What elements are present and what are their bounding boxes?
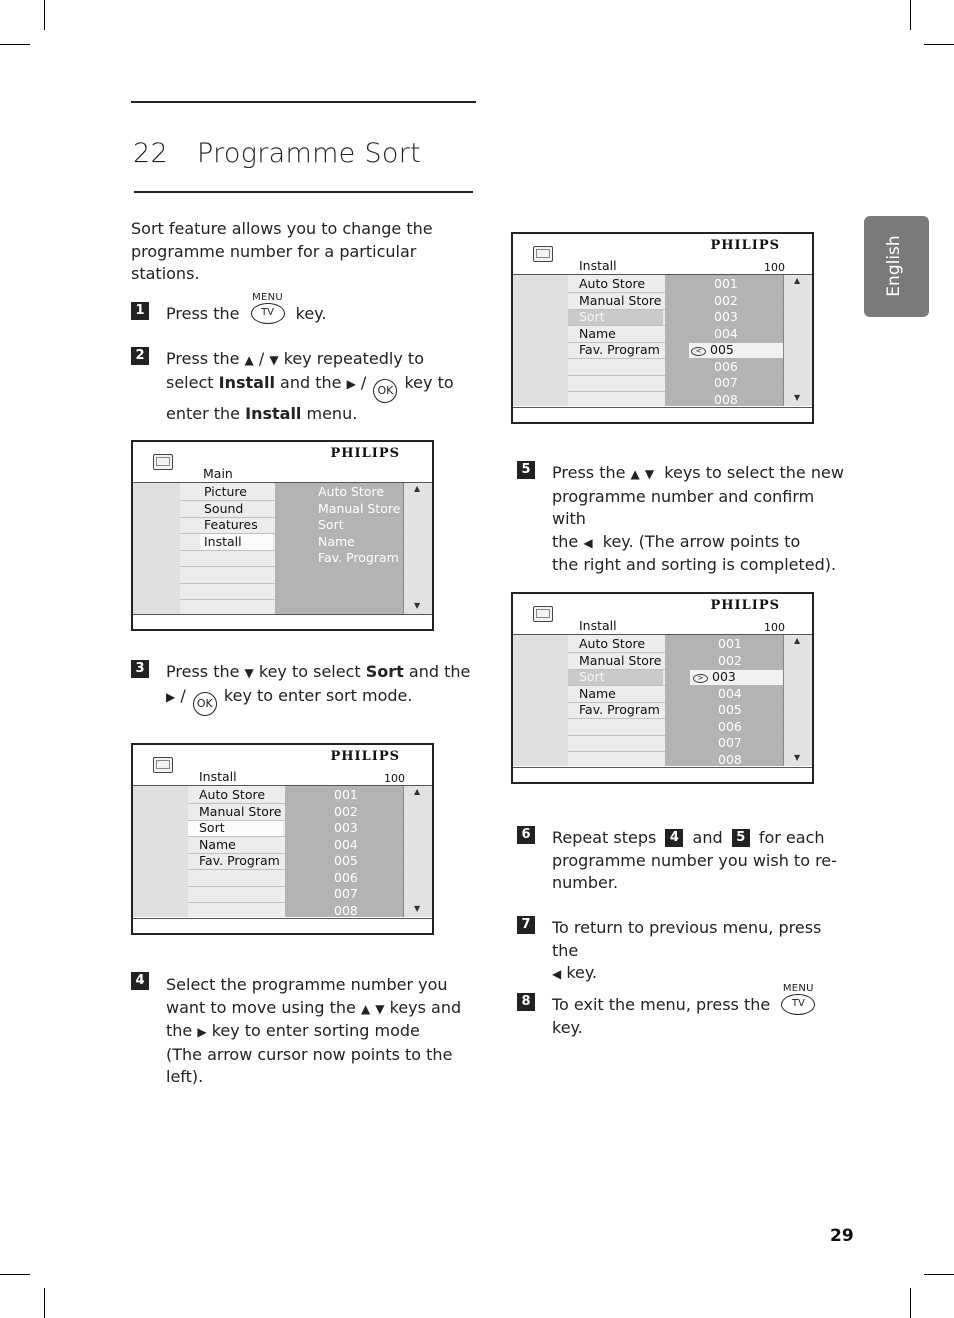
programme-number-selected[interactable]: < 005 [689,342,783,359]
scroll-up-icon[interactable]: ▲ [414,484,421,493]
menu-tv-key-icon: MENU TV [251,303,285,324]
menu-tv-key-icon: MENU TV [781,994,815,1015]
programme-number[interactable]: 004 [334,836,358,852]
crop-mark [924,1274,954,1275]
menu-item-name[interactable]: Name [199,836,236,852]
step-reference: 4 [665,829,683,847]
crop-mark [44,1288,45,1318]
left-arrow-icon: ◀ [583,535,593,550]
submenu-item-manual-store[interactable]: Manual Store [318,500,401,516]
programme-number[interactable]: 002 [334,803,358,819]
philips-logo: PHILIPS [330,749,400,764]
step-1-text: Press the MENU TV key. [166,292,327,323]
programme-number[interactable]: 007 [334,886,358,901]
step-number: 1 [131,302,149,320]
crop-mark [44,0,45,30]
menu-item-sort[interactable]: Sort [188,820,283,837]
right-arrow-icon: ▶ [166,689,176,704]
step-number: 4 [131,972,149,990]
menu-header: Main [133,463,432,483]
step-number: 7 [517,916,535,934]
menu-item-sort[interactable]: Sort [568,309,663,326]
ok-key-icon: OK [193,692,217,716]
right-arrow-icon: ▶ [197,1025,207,1039]
down-arrow-icon: ▼ [644,467,655,481]
submenu-item-auto-store[interactable]: Auto Store [318,484,385,499]
menu-header: Install 100 [513,615,812,635]
step-number: 2 [131,347,149,365]
step-2-text: Press the ▲ / ▼ key repeatedly to select Install and the ▶ / OK key to enter the Install menu. [166,349,454,423]
programme-number[interactable]: 004 [718,685,742,701]
step-reference: 5 [732,829,750,847]
crop-mark [924,44,954,45]
menu-item-picture[interactable]: Picture [204,484,247,499]
step-3-text: Press the ▼ key to select Sort and the ▶ / OK key to enter sort mode. [166,661,476,716]
menu-item-fav-program[interactable]: Fav. Program [579,342,660,357]
scroll-down-icon[interactable]: ▼ [414,601,421,610]
submenu-item-sort[interactable]: Sort [318,517,344,532]
programme-number[interactable]: 008 [334,902,358,918]
up-arrow-icon: ▲ [630,467,640,481]
menu-item-sort[interactable]: Sort [568,669,663,686]
left-arrow-icon: ◀ [552,967,562,981]
submenu-item-fav-program[interactable]: Fav. Program [318,550,399,565]
programme-number-selected[interactable]: > 003 [690,669,783,686]
programme-number[interactable]: 008 [718,751,742,767]
menu-item-install[interactable]: Install [200,534,273,551]
menu-item-fav-program[interactable]: Fav. Program [199,853,280,868]
step-8-text: To exit the menu, press the MENU TV key. [552,983,814,1037]
cursor-right-icon: > [693,674,708,683]
scrollbar[interactable] [403,483,432,614]
tv-menu-screen-install [131,743,434,935]
step-number: 3 [131,660,149,678]
programme-number[interactable]: 001 [334,787,358,802]
programme-number[interactable]: 002 [718,652,742,668]
step-7-text: To return to previous menu, press the ◀ key. [552,918,822,982]
scrollbar[interactable] [783,635,812,766]
programme-number[interactable]: 001 [718,636,742,651]
tv-menu-screen-main [131,440,434,631]
tv-menu-screen-sort-select [511,232,814,424]
menu-item-auto-store[interactable]: Auto Store [199,787,266,802]
scroll-up-icon[interactable]: ▲ [414,787,421,796]
page-title [133,138,421,169]
down-arrow-icon: ▼ [269,353,279,367]
crop-mark [910,0,911,30]
programme-number[interactable]: 007 [714,375,738,390]
scroll-up-icon[interactable]: ▲ [794,276,801,285]
submenu-item-name[interactable]: Name [318,533,355,549]
step-5-text: Press the ▲ ▼ keys to select the new programme number and confirm with the ◀ key. (The arrow points to the right and sorting is completed). [552,463,844,574]
crop-mark [0,44,30,45]
crop-mark [910,1288,911,1318]
menu-item-manual-store[interactable]: Manual Store [199,803,282,819]
chapter-title: Programme Sort [197,138,422,169]
programme-number[interactable]: 003 [334,820,358,835]
step-6-text: Repeat steps 4 and 5 for each programme number you wish to re- number. [552,828,837,892]
ok-key-icon: OK [373,379,397,403]
step-number: 5 [517,461,535,479]
step-number: 8 [517,993,535,1011]
down-arrow-icon: ▼ [244,666,254,680]
step-number: 6 [517,826,535,844]
title-rule-top [131,101,476,103]
programme-number[interactable]: 001 [714,276,738,291]
programme-number[interactable]: 004 [714,325,738,341]
crop-mark [0,1274,30,1275]
menu-item-manual-store[interactable]: Manual Store [579,292,662,308]
programme-number[interactable]: 005 [718,702,742,717]
scroll-down-icon[interactable]: ▼ [414,904,421,913]
programme-number[interactable]: 007 [718,735,742,750]
programme-number[interactable]: 006 [334,869,358,885]
chapter-number: 22 [133,138,168,169]
menu-item-name[interactable]: Name [579,685,616,701]
programme-number[interactable]: 006 [718,718,742,734]
tv-menu-screen-sort-confirm [511,592,814,784]
menu-item-fav-program[interactable]: Fav. Program [579,702,660,717]
up-arrow-icon: ▲ [360,1001,371,1016]
down-arrow-icon: ▼ [375,1001,385,1016]
language-tab[interactable]: English [864,216,929,317]
menu-item-name[interactable]: Name [579,325,616,341]
philips-logo: PHILIPS [330,446,400,461]
menu-item-auto-store[interactable]: Auto Store [579,276,646,291]
intro-text: Sort feature allows you to change the programme number for a particular stations. [131,219,433,283]
programme-number[interactable]: 002 [714,292,738,308]
up-arrow-icon: ▲ [244,353,254,367]
cursor-left-icon: < [691,347,706,356]
menu-header: Install 100 [133,766,432,786]
programme-number[interactable]: 006 [714,358,738,374]
menu-header: Install 100 [513,255,812,275]
scroll-up-icon[interactable]: ▲ [794,636,801,645]
title-rule-bottom [134,191,473,193]
programme-number[interactable]: 005 [334,853,358,868]
scrollbar[interactable] [403,786,432,917]
right-arrow-icon: ▶ [346,376,356,391]
programme-number[interactable]: 003 [714,309,738,324]
page-number: 29 [830,1226,854,1246]
menu-item-manual-store[interactable]: Manual Store [579,652,662,668]
scrollbar[interactable] [783,275,812,406]
philips-logo: PHILIPS [710,598,780,613]
step-4-text: Select the programme number you want to move using the ▲ ▼ keys and the ▶ key to enter sorting mode (The arrow cursor now points to the left). [166,975,462,1086]
programme-number[interactable]: 008 [714,391,738,407]
philips-logo: PHILIPS [710,238,780,253]
menu-item-features[interactable]: Features [204,517,258,532]
menu-item-auto-store[interactable]: Auto Store [579,636,646,651]
menu-item-sound[interactable]: Sound [204,500,244,516]
scroll-down-icon[interactable]: ▼ [794,393,801,402]
scroll-down-icon[interactable]: ▼ [794,753,801,762]
